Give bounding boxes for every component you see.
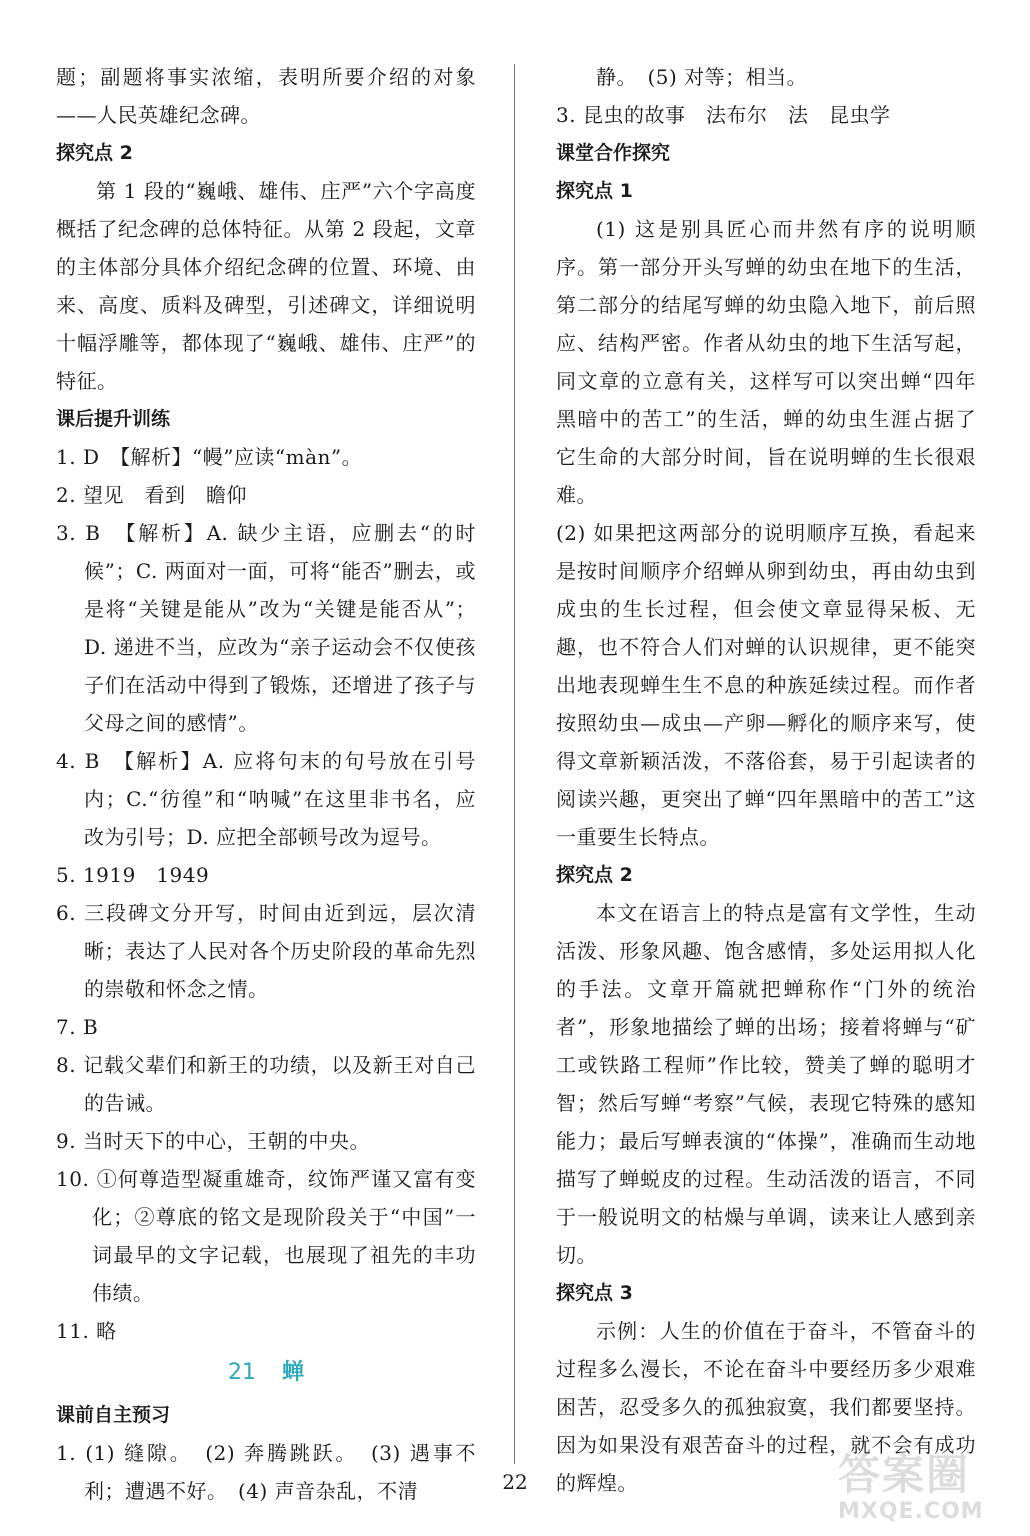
answer-7: 7. B bbox=[56, 1015, 99, 1039]
answer-8: 8. 记载父辈们和新王的功绩，以及新王对自己的告诫。 bbox=[56, 1053, 476, 1115]
column-divider bbox=[514, 64, 515, 1464]
explore-point-2-text: 第 1 段的“巍峨、雄伟、庄严”六个字高度概括了纪念碑的总体特征。从第 2 段起，文章的主体部分具体介绍纪念碑的位置、环境、由来、高度、质料及碑型，引述碑文，详细说明十幅浮雕等，都体现了“巍峨、雄伟、庄严”的特征。 bbox=[56, 179, 476, 393]
answer-5: 5. 1919 1949 bbox=[56, 863, 210, 887]
left-paragraph-continued: 题；副题将事实浓缩，表明所要介绍的对象——人民英雄纪念碑。 bbox=[56, 65, 476, 127]
lesson-number: 21 bbox=[227, 1360, 256, 1385]
heading-after-class-training: 课后提升训练 bbox=[56, 408, 171, 430]
left-column bbox=[56, 58, 476, 1510]
heading-before-class-preview: 课前自主预习 bbox=[56, 1404, 171, 1426]
answer-3: 3. B 【解析】A. 缺少主语，应删去“的时候”；C. 两面对一面，可将“能否”删去，或是将“关键是能从”改为“关键是能否从”；D. 递进不当，应改为“亲子运动会不仅使孩子们在活动中得到了锻炼，还增进了孩子与父母之间的感情”。 bbox=[56, 521, 476, 735]
preview-answer-1: 1. (1) 缝隙。 (2) 奔腾跳跃。 (3) 遇事不利；遭遇不好。 (4) 声音杂乱，不清 bbox=[56, 1441, 476, 1503]
heading-explore-point-2: 探究点 2 bbox=[56, 142, 133, 164]
watermark-logo bbox=[838, 1450, 1018, 1530]
answer-1: 1. D 【解析】“幔”应读“màn”。 bbox=[56, 445, 363, 469]
heading-explore-point-3: 探究点 3 bbox=[556, 1282, 633, 1304]
answer-9: 9. 当时天下的中心，王朝的中央。 bbox=[56, 1129, 370, 1153]
lesson-title bbox=[56, 1350, 476, 1396]
preview-answer-1-continued: 静。 (5) 对等；相当。 bbox=[596, 65, 808, 89]
lesson-name: 蝉 bbox=[281, 1360, 304, 1385]
answer-4: 4. B 【解析】A. 应将句末的句号放在引号内；C.“彷徨”和“呐喊”在这里非书名，应改为引号；D. 应把全部顿号改为逗号。 bbox=[56, 749, 476, 849]
heading-class-cooperation: 课堂合作探究 bbox=[556, 142, 671, 164]
explore-point-1-part-1: (1) 这是别具匠心而井然有序的说明顺序。第一部分开头写蝉的幼虫在地下的生活，第二部分的结尾写蝉的幼虫隐入地下，前后照应、结构严密。作者从幼虫的地下生活写起，同文章的立意有关，这样写可以突出蝉“四年黑暗中的苦工”的生活，蝉的幼虫生涯占据了它生命的大部分时间，旨在说明蝉的生长很艰难。 bbox=[556, 217, 976, 507]
heading-explore-point-1: 探究点 1 bbox=[556, 180, 633, 202]
answer-2: 2. 望见 看到 瞻仰 bbox=[56, 483, 247, 507]
answer-6: 6. 三段碑文分开写，时间由近到远，层次清晰；表达了人民对各个历史阶段的革命先烈的崇敬和怀念之情。 bbox=[56, 901, 476, 1001]
page-number: 22 bbox=[502, 1470, 528, 1494]
explore-point-1-part-2: (2) 如果把这两部分的说明顺序互换，看起来是按时间顺序介绍蝉从卵到幼虫，再由幼虫到成虫的生长过程，但会使文章显得呆板、无趣，也不符合人们对蝉的认识规律，更不能突出地表现蝉生生不息的种族延续过程。而作者按照幼虫—成虫—产卵—孵化的顺序来写，使得文章新颖活泼，不落俗套，易于引起读者的阅读兴趣，更突出了蝉“四年黑暗中的苦工”这一重要生长特点。 bbox=[556, 521, 976, 849]
heading-explore-point-2-right: 探究点 2 bbox=[556, 864, 633, 886]
answer-11: 11. 略 bbox=[56, 1319, 117, 1343]
right-column bbox=[556, 58, 976, 1502]
preview-answer-3: 3. 昆虫的故事 法布尔 法 昆虫学 bbox=[556, 103, 891, 127]
watermark-text: 答案圈 bbox=[838, 1450, 971, 1499]
watermark-url: MXQE.COM bbox=[838, 1499, 984, 1524]
explore-point-2-language-text: 本文在语言上的特点是富有文学性，生动活泼、形象风趣、饱含感情，多处运用拟人化的手法。文章开篇就把蝉称作“门外的统治者”，形象地描绘了蝉的出场；接着将蝉与“矿工或铁路工程师”作比较，赞美了蝉的聪明才智；然后写蝉“考察”气候，表现它特殊的感知能力；最后写蝉表演的“体操”，准确而生动地描写了蝉蜕皮的过程。生动活泼的语言，不同于一般说明文的枯燥与单调，读来让人感到亲切。 bbox=[556, 901, 976, 1267]
explore-point-3-text: 示例：人生的价值在于奋斗，不管奋斗的过程多么漫长，不论在奋斗中要经历多少艰难困苦，忍受多久的孤独寂寞，我们都要坚持。因为如果没有艰苦奋斗的过程，就不会有成功的辉煌。 bbox=[556, 1319, 976, 1495]
answer-10: 10. ①何尊造型凝重雄奇，纹饰严谨又富有变化；②尊底的铭文是现阶段关于“中国”一词最早的文字记载，也展现了祖先的丰功伟绩。 bbox=[56, 1167, 476, 1305]
